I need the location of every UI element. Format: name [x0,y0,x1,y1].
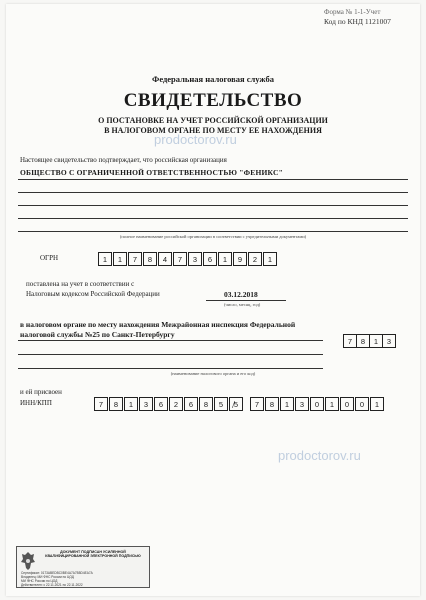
document-title: СВИДЕТЕЛЬСТВО [123,90,303,111]
inn-digit: 8 [109,397,123,411]
ogrn-digit: 1 [98,252,112,266]
stamp-owner: Владелец: МИ ФНС России по ЦОД [21,575,74,579]
inn-kpp-label: ИНН/КПП [20,399,52,407]
ogrn-digit: 7 [173,252,187,266]
kpp-digit: 0 [355,397,369,411]
authority-code-digit: 3 [382,334,396,348]
intro-text: Настоящее свидетельство подтверждает, что российская организация [20,156,227,164]
inn-digit: 5 [229,397,243,411]
document-subtitle-line1: О ПОСТАНОВКЕ НА УЧЕТ РОССИЙСКОЙ ОРГАНИЗАЦИИ [98,116,328,125]
certificate-page [6,4,420,596]
kpp-digit: 8 [265,397,279,411]
ogrn-digit: 6 [203,252,217,266]
kpp-digit: 3 [295,397,309,411]
issuing-service: Федеральная налоговая служба [152,74,274,84]
authority-line-2 [18,354,323,355]
ogrn-digit: 4 [158,252,172,266]
inn-kpp-separator: / [232,399,236,411]
authority-line1: в налоговом органе по месту нахождения Межрайонная инспекция Федеральной [20,320,296,329]
kpp-digit: 1 [370,397,384,411]
ogrn-digit: 3 [188,252,202,266]
inn-digit: 6 [154,397,168,411]
authority-line-1 [18,340,323,341]
authority-code-digit: 1 [369,334,383,348]
org-line-4 [18,218,408,219]
stamp-issuer: МИ ФНС России по ЦОД [21,579,58,583]
ogrn-digit: 8 [143,252,157,266]
kpp-digit: 0 [340,397,354,411]
ogrn-cells [97,252,277,266]
kpp-digit: 1 [325,397,339,411]
ogrn-digit: 1 [113,252,127,266]
ogrn-label: ОГРН [40,254,59,262]
knd-code: Код по КНД 1121007 [324,17,391,26]
authority-code-digit: 8 [356,334,370,348]
authority-code-cells [344,334,396,348]
watermark-top: prodoctorov.ru [154,132,237,147]
org-name-caption: (полное наименование российской организации в соответствии с учредительными документами) [119,234,307,239]
authority-caption: (наименование налогового органа и его код) [170,371,256,376]
org-line-5 [18,231,408,232]
stamp-title: ДОКУМЕНТ ПОДПИСАН УСИЛЕННОЙ КВАЛИФИЦИРОВАННОЙ ЭЛЕКТРОННОЙ ПОДПИСЬЮ [45,550,141,559]
assigned-label: и ей присвоен [20,388,62,396]
date-underline [206,300,286,301]
stamp-certificate: Сертификат: 0173ABEDBC0BE4A7A7B5D4EA7A [21,571,93,575]
inn-digit: 6 [184,397,198,411]
document-subtitle-line2: В НАЛОГОВОМ ОРГАНЕ ПО МЕСТУ ЕЕ НАХОЖДЕНИЯ [104,126,322,135]
inn-digit: 7 [94,397,108,411]
inn-digit: 1 [124,397,138,411]
kpp-cells [249,397,384,411]
kpp-digit: 1 [280,397,294,411]
watermark-bottom: prodoctorov.ru [278,448,361,463]
registration-date: 03.12.2018 [224,290,258,299]
coat-of-arms-icon [19,550,37,572]
authority-line-3 [18,368,323,369]
ogrn-digit: 1 [263,252,277,266]
ogrn-digit: 7 [128,252,142,266]
kpp-digit: 0 [310,397,324,411]
authority-code-digit: 7 [343,334,357,348]
inn-digit: 2 [169,397,183,411]
org-line-2 [18,192,408,193]
authority-line2: налоговой службы №25 по Санкт-Петербургу [20,330,175,339]
org-line-3 [18,205,408,206]
stamp-validity: Действителен: с 22.11.2021 по 22.11.2022 [21,583,83,587]
electronic-signature-stamp [16,546,150,588]
inn-digit: 8 [199,397,213,411]
registered-line1: поставлена на учет в соответствии с [26,280,135,288]
organization-name: ОБЩЕСТВО С ОГРАНИЧЕННОЙ ОТВЕТСТВЕННОСТЬЮ "ФЕНИКС" [20,168,283,177]
registered-line2: Налоговым кодексом Российской Федерации [26,290,160,298]
inn-cells [93,397,243,411]
date-caption: (число, месяц, год) [224,302,261,307]
ogrn-digit: 2 [248,252,262,266]
ogrn-digit: 1 [218,252,232,266]
ogrn-digit: 9 [233,252,247,266]
org-line-1 [18,179,408,180]
kpp-digit: 7 [250,397,264,411]
inn-digit: 3 [139,397,153,411]
form-number: Форма № 1-1-Учет [324,8,381,16]
inn-digit: 5 [214,397,228,411]
